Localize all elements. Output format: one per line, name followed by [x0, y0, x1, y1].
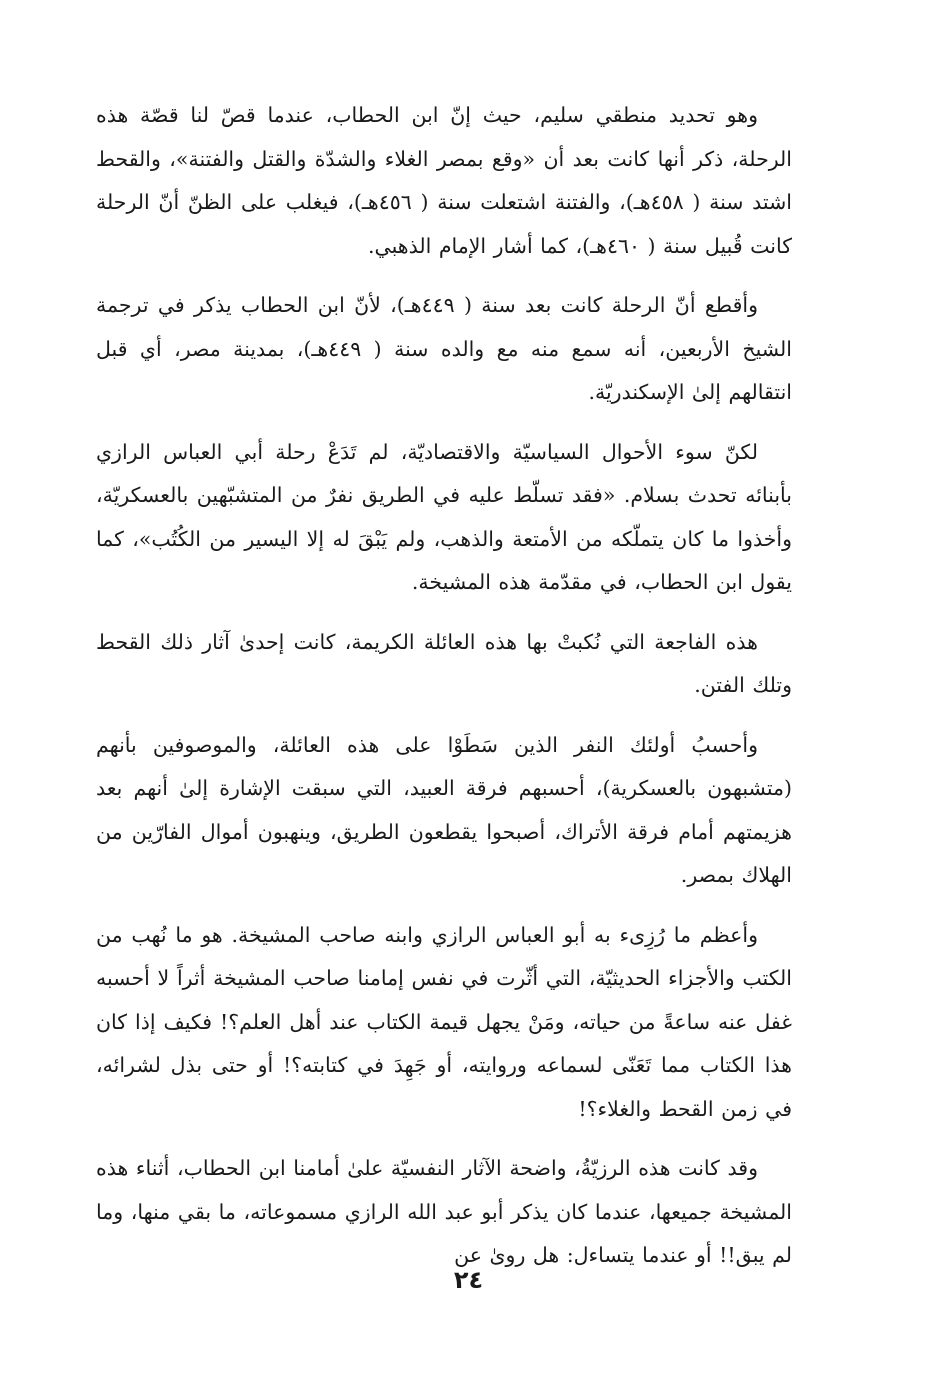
paragraph-1: وهو تحديد منطقي سليم، حيث إنّ ابن الحطاب، عندما قصّ لنا قصّة هذه الرحلة، ذكر أنها كانت بعد أن «وقع بمصر الغلاء والشدّة والقتل والفتنة»، والقحط اشتد سنة ( ٤٥٨هـ)، والفتنة اشتعلت سنة ( ٤٥٦هـ)، فيغلب على الظنّ أنّ الرحلة كانت قُبيل سنة ( ٤٦٠هـ)، كما أشار الإمام الذهبي.	[96, 103, 792, 258]
book-page-body	[96, 94, 792, 1364]
paragraph-5: وأحسبُ أولئك النفر الذين سَطَوْا على هذه العائلة، والموصوفين بأنهم (متشبهون بالعسكرية)، أحسبهم فرقة العبيد، التي سبقت الإشارة إلىٰ أنهم بعد هزيمتهم أمام فرقة الأتراك، أصبحوا يقطعون الطريق، وينهبون أموال الفارّين من الهلاك بمصر.	[96, 732, 792, 887]
paragraph-2: وأقطع أنّ الرحلة كانت بعد سنة ( ٤٤٩هـ)، لأنّ ابن الحطاب يذكر في ترجمة الشيخ الأربعين، أنه سمع منه مع والده سنة ( ٤٤٩هـ)، بمدينة مصر، أي قبل انتقالهم إلىٰ الإسكندريّة.	[96, 293, 792, 404]
paragraph-3: لكنّ سوء الأحوال السياسيّة والاقتصاديّة، لم تَدَعْ رحلة أبي العباس الرازي بأبنائه تحدث بسلام. «فقد تسلّط عليه في الطريق نفرٌ من المتشبّهين بالعسكريّة، وأخذوا ما كان يتملّكه من الأمتعة والذهب، ولم يَبْقَ له إلا اليسير من الكُتُب»، كما يقول ابن الحطاب، في مقدّمة هذه المشيخة.	[96, 439, 792, 594]
page-number: ٢٤	[453, 1266, 484, 1294]
paragraph-4: هذه الفاجعة التي نُكبتْ بها هذه العائلة الكريمة، كانت إحدىٰ آثار ذلك القحط وتلك الفتن.	[96, 629, 792, 697]
paragraph-7: وقد كانت هذه الرزيّةُ، واضحة الآثار النفسيّة علىٰ أمامنا ابن الحطاب، أثناء هذه المشيخة جميعها، عندما كان يذكر أبو عبد الله الرازي مسموعاته، ما بقي منها، وما لم يبق!! أو عندما يتساءل: هل روىٰ عن	[96, 1156, 792, 1267]
paragraph-6: وأعظم ما رُزِىء به أبو العباس الرازي وابنه صاحب المشيخة. هو ما نُهب من الكتب والأجزاء الحديثيّة، التي أثّرت في نفس إمامنا صاحب المشيخة أثراً لا أحسبه غفل عنه ساعةً من حياته، ومَنْ يجهل قيمة الكتاب عند أهل العلم؟! فكيف إذا كان هذا الكتاب مما تَعَنّى لسماعه وروايته، أو جَهِدَ في كتابته؟! أو حتى بذل لشرائه، في زمن القحط والغلاء؟!	[96, 922, 792, 1121]
